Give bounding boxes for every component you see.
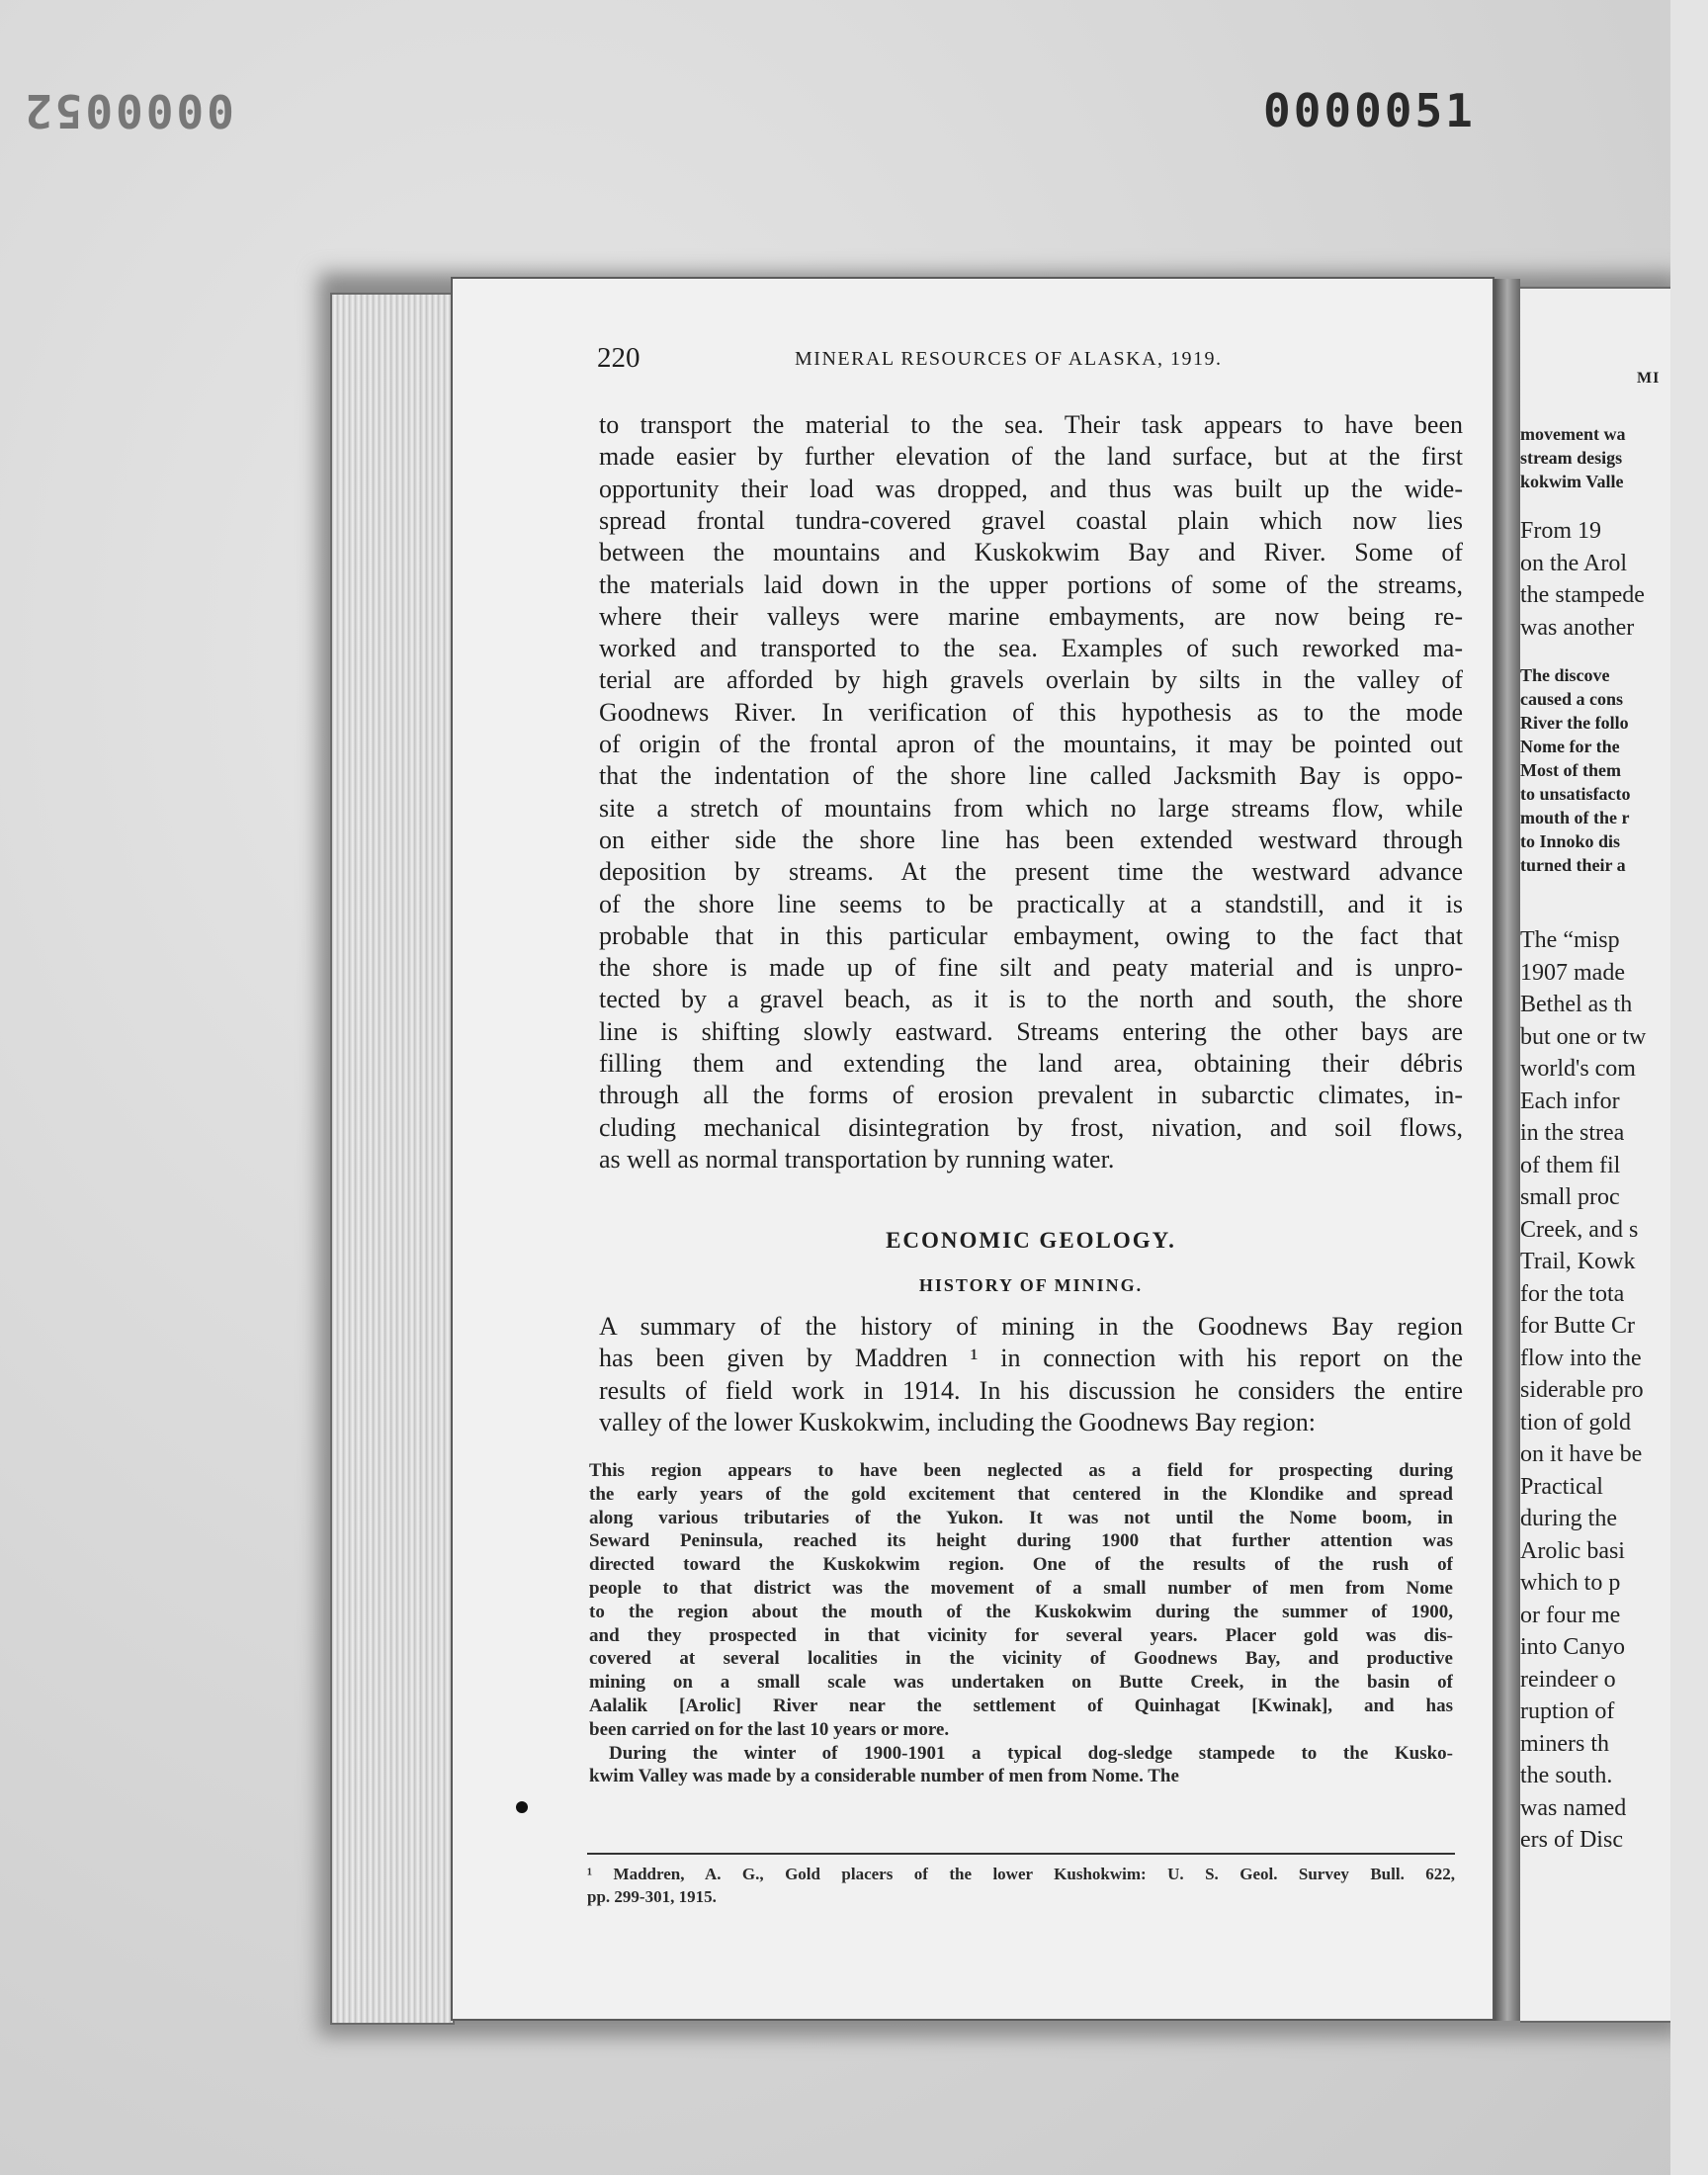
right-page-line: which to p xyxy=(1520,1570,1621,1596)
right-page-line: 1907 made xyxy=(1520,959,1625,986)
text-line: site a stretch of mountains from which no large streams flow, while xyxy=(599,793,1463,823)
quote-line: mining on a small scale was undertaken on Butte Creek, in the basin of xyxy=(589,1672,1453,1694)
bates-stamp-mirrored: 0000052 xyxy=(22,84,234,137)
text-line: that the indentation of the shore line called Jacksmith Bay is oppo- xyxy=(599,761,1463,791)
text-line: filling them and extending the land area, obtaining their débris xyxy=(599,1049,1463,1078)
text-line: deposition by streams. At the present time the westward advance xyxy=(599,857,1463,887)
right-page-line: Arolic basi xyxy=(1520,1537,1625,1564)
right-page-line: to Innoko dis xyxy=(1520,831,1621,851)
right-page-line: turned their a xyxy=(1520,855,1626,875)
right-page-line: Creek, and s xyxy=(1520,1216,1639,1243)
right-page-line: Nome for the xyxy=(1520,737,1620,756)
right-page-line: but one or tw xyxy=(1520,1023,1647,1050)
text-line: line is shifting slowly eastward. Streams entering the other bays are xyxy=(599,1016,1463,1046)
quote-line: been carried on for the last 10 years or more. xyxy=(589,1718,950,1740)
quote-line: covered at several localities in the vicinity of Goodnews Bay, and productive xyxy=(589,1648,1453,1670)
right-page-line: miners th xyxy=(1520,1730,1609,1757)
quote-line: along various tributaries of the Yukon. It was not until the Nome boom, in xyxy=(589,1507,1453,1528)
right-page-line: for Butte Cr xyxy=(1520,1313,1635,1339)
right-page-line: on it have be xyxy=(1520,1441,1643,1467)
scan-speck xyxy=(516,1801,528,1813)
text-line: made easier by further elevation of the land surface, but at the first xyxy=(599,442,1463,472)
text-line: cluding mechanical disintegration by frost, nivation, and soil flows, xyxy=(599,1112,1463,1142)
text-line: probable that in this particular embayment, owing to the fact that xyxy=(599,920,1463,950)
quote-line: Aalalik [Arolic] River near the settlement of Quinhagat [Kwinak], and has xyxy=(589,1696,1453,1716)
running-head xyxy=(597,342,1279,376)
right-page-line: flow into the xyxy=(1520,1345,1642,1371)
right-page-line: tion of gold xyxy=(1520,1409,1631,1436)
book-page-edges xyxy=(330,293,455,2025)
right-page-line: the stampede xyxy=(1520,582,1645,608)
quote-line: This region appears to have been neglected as a field for prospecting during xyxy=(589,1460,1453,1481)
text-line: has been given by Maddren ¹ in connection with his report on the xyxy=(599,1344,1463,1373)
quote-line: Seward Peninsula, reached its height during 1900 that further attention was xyxy=(589,1530,1453,1552)
right-page-line: to unsatisfacto xyxy=(1520,784,1631,804)
right-page-line: on the Arol xyxy=(1520,550,1627,576)
text-line: through all the forms of erosion prevalent in subarctic climates, in- xyxy=(599,1081,1463,1110)
right-page-line: world's com xyxy=(1520,1056,1636,1082)
right-page-line: From 19 xyxy=(1520,518,1602,544)
right-page-line: kokwim Valle xyxy=(1520,472,1624,491)
right-page-line: the south. xyxy=(1520,1763,1613,1788)
subsection-heading: HISTORY OF MINING. xyxy=(918,1275,1144,1295)
right-page-line: reindeer o xyxy=(1520,1666,1616,1693)
right-page-running-head: MI xyxy=(1637,370,1661,387)
quote-line: kwim Valley was made by a considerable number of men from Nome. The xyxy=(589,1766,1179,1787)
text-line: A summary of the history of mining in the Goodnews Bay region xyxy=(599,1312,1463,1341)
right-page-line: Practical xyxy=(1520,1473,1603,1500)
right-page-line: Bethel as th xyxy=(1520,992,1633,1017)
quote-line: the early years of the gold excitement that centered in the Klondike and spread xyxy=(589,1483,1453,1505)
text-line: worked and transported to the sea. Examples of such reworked ma- xyxy=(599,634,1463,663)
text-line: the materials laid down in the upper portions of some of the streams, xyxy=(599,569,1463,599)
text-line: Goodnews River. In verification of this hypothesis as to the mode xyxy=(599,697,1463,727)
running-title: MINERAL RESOURCES OF ALASKA, 1919. xyxy=(795,348,1223,370)
section-heading: ECONOMIC GEOLOGY. xyxy=(886,1228,1176,1253)
book-gutter xyxy=(1494,279,1520,2021)
text-line: spread frontal tundra-covered gravel coastal plain which now lies xyxy=(599,505,1463,535)
right-page-line: was named xyxy=(1520,1794,1627,1821)
right-page-line: caused a cons xyxy=(1520,689,1624,709)
text-line: terial are afforded by high gravels overlain by silts in the valley of xyxy=(599,665,1463,695)
quote-line: During the winter of 1900-1901 a typical dog-sledge stampede to the Kusko- xyxy=(609,1742,1453,1764)
footnote-rule xyxy=(587,1853,1455,1855)
text-line: as well as normal transportation by running water. xyxy=(599,1144,1115,1174)
text-line: tected by a gravel beach, as it is to the north and south, the shore xyxy=(599,985,1463,1014)
quote-line: people to that district was the movement of a small number of men from Nome xyxy=(589,1578,1453,1599)
bates-stamp: 0000051 xyxy=(1263,84,1476,137)
text-line: the shore is made up of fine silt and peaty material and is unpro- xyxy=(599,953,1463,983)
right-page-line: River the follo xyxy=(1520,713,1629,733)
right-page-line: The “misp xyxy=(1520,927,1620,953)
text-line: valley of the lower Kuskokwim, including the Goodnews Bay region: xyxy=(599,1407,1316,1436)
right-page-line: for the tota xyxy=(1520,1280,1625,1307)
text-line: results of field work in 1914. In his discussion he considers the entire xyxy=(599,1375,1463,1405)
text-line: to transport the material to the sea. Their task appears to have been xyxy=(599,410,1463,439)
text-line: opportunity their load was dropped, and thus was built up the wide- xyxy=(599,474,1463,503)
quote-line: to the region about the mouth of the Kuskokwim during the summer of 1900, xyxy=(589,1601,1453,1622)
footnote-line: pp. 299-301, 1915. xyxy=(587,1887,717,1906)
quote-line: and they prospected in that vicinity for several years. Placer gold was dis- xyxy=(589,1624,1453,1646)
right-page-line: in the strea xyxy=(1520,1120,1625,1146)
text-line: of the shore line seems to be practically at a standstill, and it is xyxy=(599,889,1463,918)
right-page-line: The discove xyxy=(1520,665,1610,685)
footnote-line: ¹ Maddren, A. G., Gold placers of the lower Kushokwim: U. S. Geol. Survey Bull. 622, xyxy=(587,1865,1455,1883)
scan-right-margin xyxy=(1670,0,1708,2175)
right-page-line: or four me xyxy=(1520,1602,1621,1628)
text-line: between the mountains and Kuskokwim Bay and River. Some of xyxy=(599,538,1463,567)
right-page-line: into Canyo xyxy=(1520,1634,1625,1660)
text-line: on either side the shore line has been extended westward through xyxy=(599,825,1463,854)
right-page-line: Most of them xyxy=(1520,760,1621,780)
right-page-line: movement wa xyxy=(1520,424,1626,444)
right-page-line: ers of Disc xyxy=(1520,1827,1623,1853)
right-page-line: was another xyxy=(1520,614,1635,641)
text-line: where their valleys were marine embayments, are now being re- xyxy=(599,601,1463,631)
right-page-line: Trail, Kowk xyxy=(1520,1249,1636,1274)
right-page-line: stream desigs xyxy=(1520,448,1623,468)
text-line: of origin of the frontal apron of the mountains, it may be pointed out xyxy=(599,730,1463,758)
right-page-line: Each infor xyxy=(1520,1088,1620,1114)
quote-line: directed toward the Kuskokwim region. One of the results of the rush of xyxy=(589,1554,1453,1576)
right-page-line: ruption of xyxy=(1520,1698,1615,1724)
page-number: 220 xyxy=(597,342,640,374)
right-page-line: siderable pro xyxy=(1520,1377,1644,1403)
right-page-line: mouth of the r xyxy=(1520,808,1630,827)
right-page-line: during the xyxy=(1520,1506,1617,1531)
right-page-line: of them fil xyxy=(1520,1152,1621,1178)
right-page-line: small proc xyxy=(1520,1184,1620,1210)
